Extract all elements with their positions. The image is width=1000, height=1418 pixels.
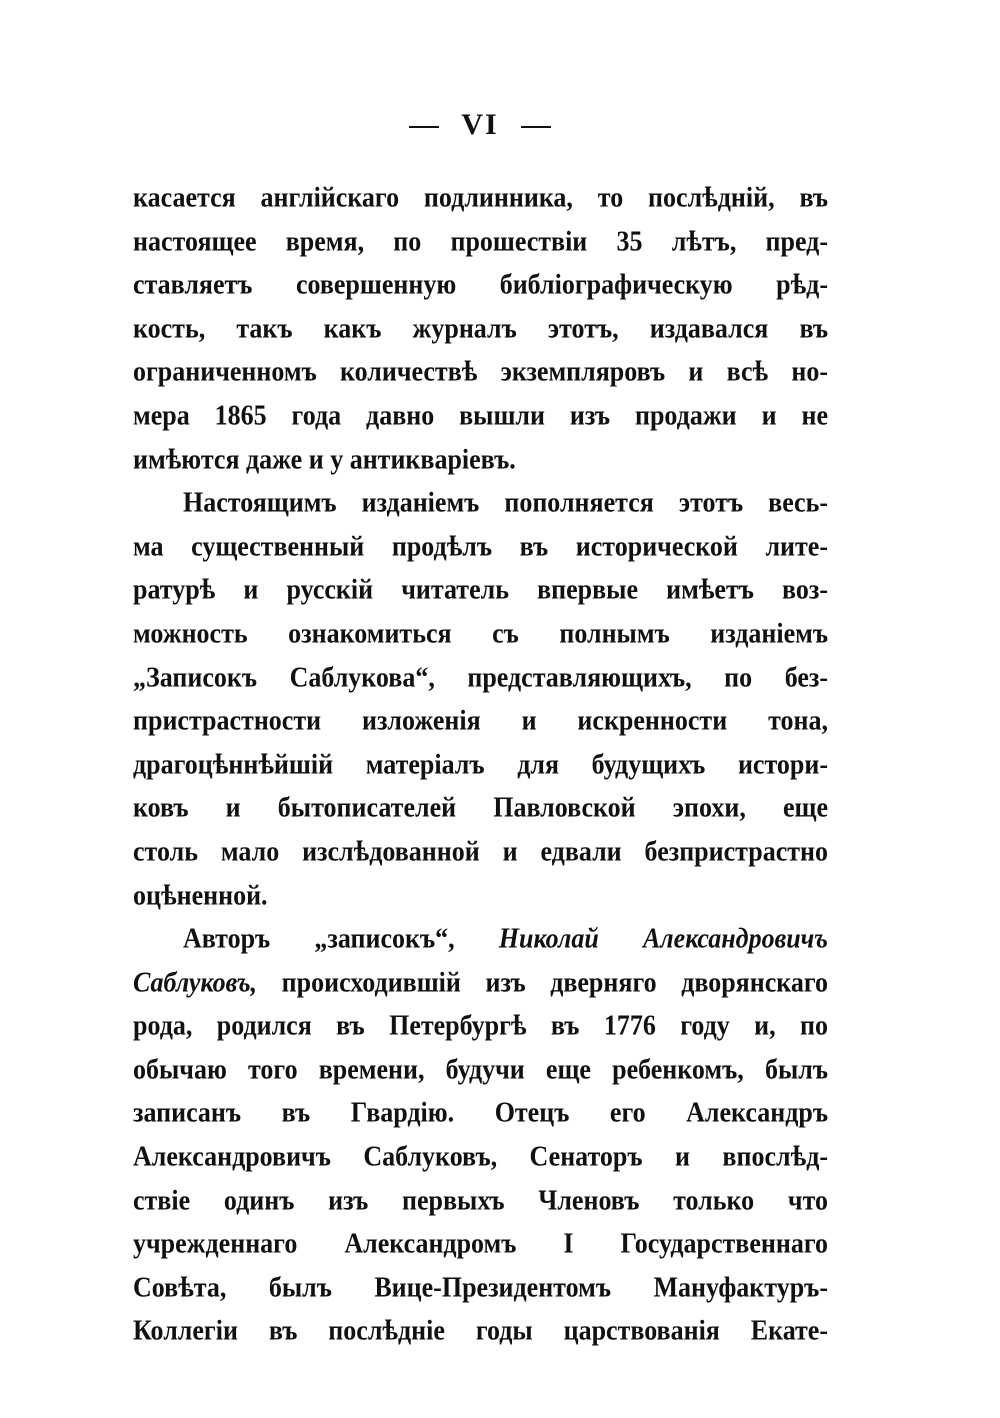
text-line: ковъ и бытописателей Павловской эпохи, еще	[133, 792, 828, 824]
text-line: обычаю того времени, будучи еще ребенкомъ, былъ	[133, 1053, 828, 1086]
text-line: записанъ въ Гвардію. Отецъ его Александръ	[133, 1097, 828, 1129]
dash-left	[409, 126, 439, 128]
text-line: кость, такъ какъ журналъ этотъ, издавался въ	[133, 312, 828, 344]
text-run: происходившій изъ дверняго дворянскаго	[281, 966, 829, 998]
text-line: имѣются даже и у антикваріевъ.	[133, 443, 516, 475]
text-line: учрежденнаго Александромъ I Государственнаго	[133, 1228, 828, 1260]
text-line: Совѣта, былъ Вице-Президентомъ Мануфактуръ-	[133, 1271, 828, 1303]
text-line: касается англійскаго подлинника, то послѣдній, въ	[133, 181, 828, 214]
text-line: ограниченномъ количествѣ экземпляровъ и всѣ но-	[133, 356, 828, 388]
body-text	[133, 176, 828, 1353]
paragraph-2	[133, 481, 828, 917]
text-line: Коллегіи въ послѣдніе годы царствованія Екате-	[133, 1315, 828, 1347]
text-line: можность ознакомиться съ полнымъ изданіемъ	[133, 617, 828, 650]
text-line: столь мало изслѣдованной и едвали безпристрастно	[133, 835, 828, 868]
paragraph-1	[133, 176, 828, 481]
page-header	[0, 108, 960, 142]
text-line	[133, 959, 828, 1006]
text-line: пристрастности изложенія и искренности тона,	[133, 704, 828, 737]
text-line: ствіе одинъ изъ первыхъ Членовъ только что	[133, 1184, 828, 1216]
text-line: Настоящимъ изданіемъ пополняется этотъ весь-	[183, 486, 828, 519]
text-line: мера 1865 года давно вышли изъ продажи и не	[133, 399, 828, 432]
text-line: Александровичъ Саблуковъ, Сенаторъ и впослѣд-	[133, 1140, 828, 1173]
text-line: ставляетъ совершенную библіографическую рѣд-	[133, 269, 828, 301]
text-run: Авторъ „записокъ“,	[183, 922, 455, 955]
author-name-italic: Николай Александровичъ	[498, 922, 828, 955]
text-line: ратурѣ и русскій читатель впервые имѣетъ воз-	[133, 574, 828, 606]
text-line: настоящее время, по прошествіи 35 лѣтъ, пред-	[133, 225, 828, 257]
dash-right	[521, 126, 551, 128]
text-line: оцѣненной.	[133, 879, 268, 911]
text-line: рода, родился въ Петербургѣ въ 1776 году и, по	[133, 1010, 828, 1042]
text-line	[133, 915, 828, 962]
text-line: „Записокъ Саблукова“, представляющихъ, по без-	[133, 661, 828, 693]
text-line: ма существенный продѣлъ въ исторической лите-	[133, 530, 828, 562]
page-number: VI	[461, 108, 499, 141]
text-line: драгоцѣннѣйшій матеріалъ для будущихъ истори-	[133, 748, 828, 780]
author-surname-italic: Саблуковъ,	[133, 966, 258, 998]
paragraph-3	[133, 917, 828, 1353]
